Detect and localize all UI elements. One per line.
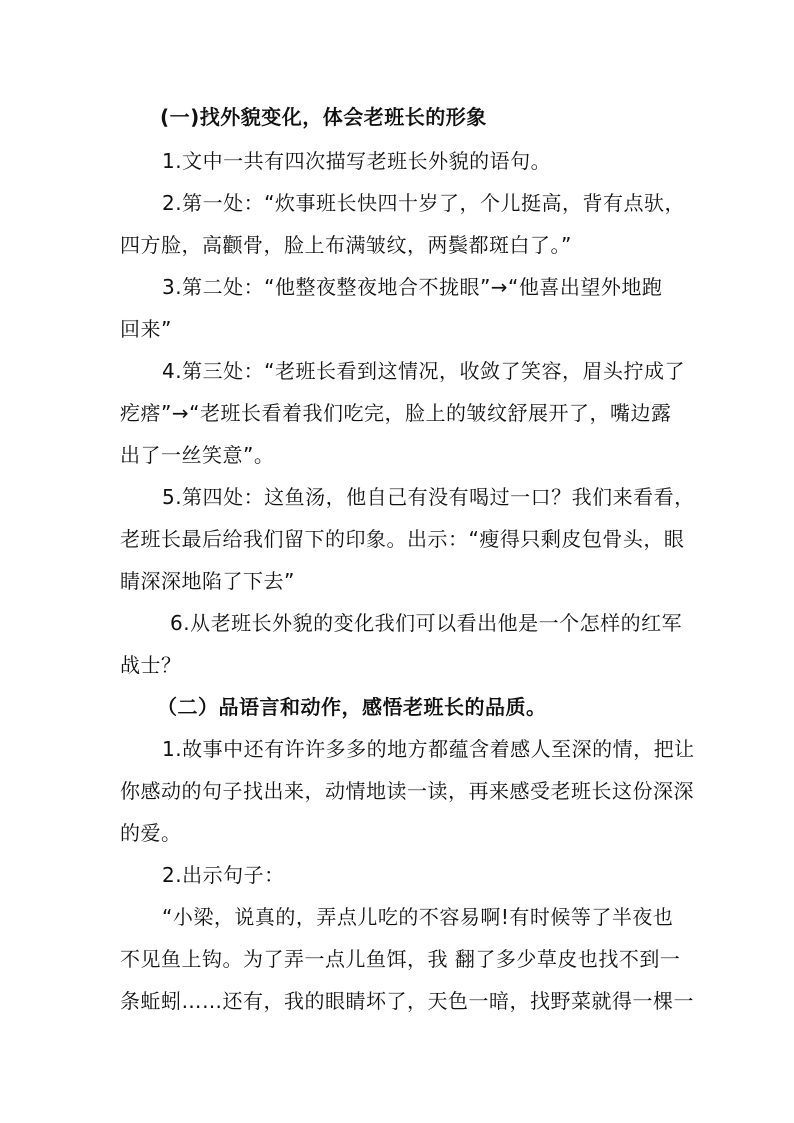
paragraph-line: 的爱。 (120, 821, 182, 845)
quote-line: 不见鱼上钩。为了弄一点儿鱼饵，我 翻了多少草皮也找不到一 (120, 947, 681, 971)
paragraph-line: 5.第四处：这鱼汤，他自己有没有喝过一口？我们来看看， (162, 485, 695, 509)
paragraph-line: 1.故事中还有许许多多的地方都蕴含着感人至深的情，把让 (162, 737, 695, 761)
section-heading-appearance: (一)找外貌变化，体会老班长的形象 (160, 105, 487, 129)
paragraph-line: 战士？ (120, 653, 182, 677)
quote-line: “小梁，说真的，弄点儿吃的不容易啊!有时候等了半夜也 (162, 905, 674, 929)
paragraph-line: 6.从老班长外貌的变化我们可以看出他是一个怎样的红军 (170, 611, 683, 635)
section-heading-language-action: （二）品语言和动作，感悟老班长的品质。 (157, 695, 547, 719)
quote-line: 条蚯蚓……还有，我的眼睛坏了，天色一暗，找野菜就得一棵一 (120, 989, 694, 1013)
paragraph-line: 3.第二处：“他整夜整夜地合不拢眼”→“他喜出望外地跑 (162, 275, 663, 299)
paragraph-line: 出了一丝笑意”。 (120, 443, 275, 467)
paragraph-line: 疙瘩”→“老班长看着我们吃完，脸上的皱纹舒展开了，嘴边露 (120, 401, 672, 425)
paragraph-line: 老班长最后给我们留下的印象。出示：“瘦得只剩皮包骨头，眼 (120, 527, 685, 551)
paragraph-line: 回来” (120, 317, 172, 341)
paragraph-line: 2.出示句子： (162, 863, 285, 887)
paragraph-line: 1.文中一共有四次描写老班长外貌的语句。 (162, 149, 552, 173)
paragraph-line: 2.第一处：“炊事班长快四十岁了，个儿挺高，背有点驮， (162, 191, 685, 215)
paragraph-line: 4.第三处：“老班长看到这情况，收敛了笑容，眉头拧成了 (162, 359, 685, 383)
paragraph-line: 你感动的句子找出来，动情地读一读，再来感受老班长这份深深 (120, 779, 694, 803)
paragraph-line: 四方脸，高颧骨，脸上布满皱纹，两鬓都斑白了。” (120, 233, 572, 257)
paragraph-line: 睛深深地陷了下去” (120, 569, 295, 593)
